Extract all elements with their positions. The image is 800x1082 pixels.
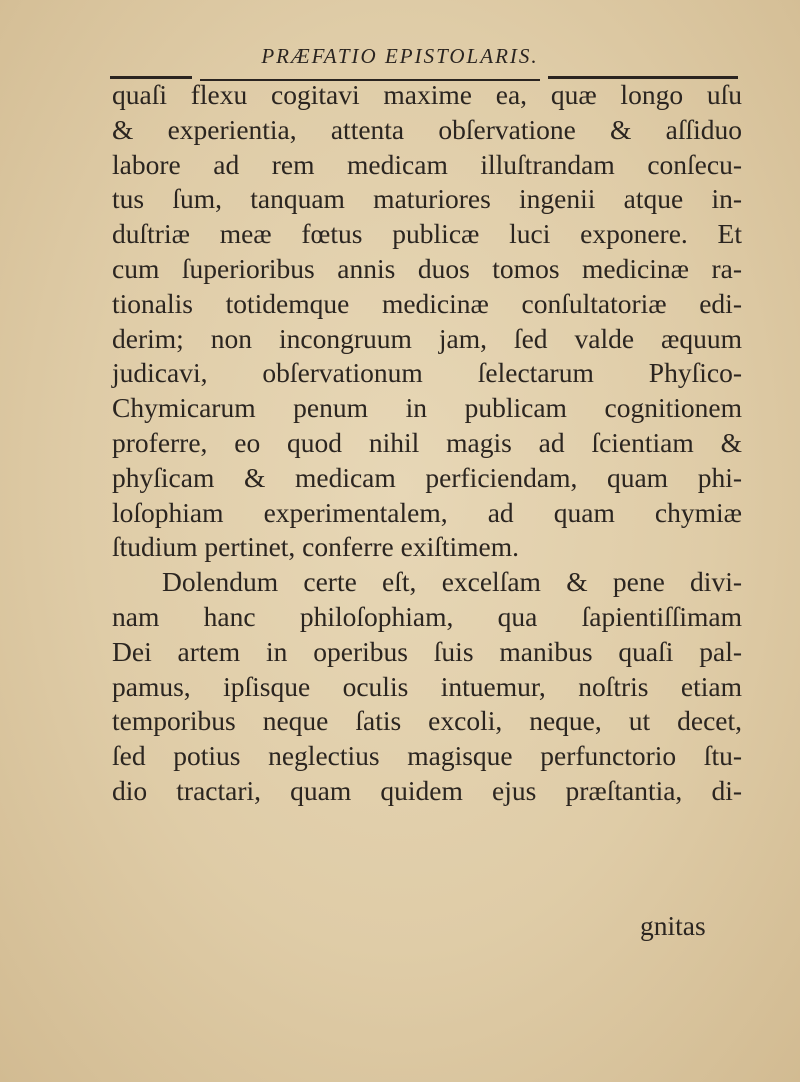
text-line: duſtriæ meæ fœtus publicæ luci exponere. Et xyxy=(112,218,742,250)
text-line: ſed potius neglectius magisque perfunctorio ſtu- xyxy=(112,740,742,772)
text-line: Dolendum certe eſt, excelſam & pene divi- xyxy=(162,566,742,598)
text-line: labore ad rem medicam illuſtrandam conſecu- xyxy=(112,148,742,180)
paragraph-1 xyxy=(112,78,742,565)
text-line: quaſi flexu cogitavi maxime ea, quæ longo uſu xyxy=(112,79,742,110)
text-line: & experientia, attenta obſervatione & aſſiduo xyxy=(112,113,742,145)
text-line: derim; non incongruum jam, ſed valde æquum xyxy=(112,322,742,354)
text-line: nam hanc philoſophiam, qua ſapientiſſimam xyxy=(112,600,742,632)
text-line: tionalis totidemque medicinæ conſultatoriæ edi- xyxy=(112,287,742,319)
text-line: proferre, eo quod nihil magis ad ſcientiam & xyxy=(112,426,742,458)
text-line: cum ſuperioribus annis duos tomos medicinæ ra- xyxy=(112,252,742,284)
text-line: loſophiam experimentalem, ad quam chymiæ xyxy=(112,496,742,528)
text-line: dio tractari, quam quidem ejus præſtantia, di- xyxy=(112,774,742,806)
text-line: Chymicarum penum in publicam cognitionem xyxy=(112,392,742,424)
text-line: judicavi, obſervationum ſelectarum Phyſico- xyxy=(112,357,742,389)
text-line: ſtudium pertinet, conferre exiſtimem. xyxy=(112,531,520,563)
running-head: PRÆFATIO EPISTOLARIS. xyxy=(261,44,539,68)
catchword: gnitas xyxy=(640,910,706,941)
text-line: tus ſum, tanquam maturiores ingenii atque in- xyxy=(112,183,742,215)
text-line: temporibus neque ſatis excoli, neque, ut decet, xyxy=(112,705,742,737)
paragraph-2 xyxy=(112,565,742,809)
text-line: Dei artem in operibus ſuis manibus quaſi pal- xyxy=(112,635,742,667)
body-text xyxy=(112,78,742,809)
text-line: phyſicam & medicam perficiendam, quam phi- xyxy=(112,461,742,493)
text-line: pamus, ipſisque oculis intuemur, noſtris etiam xyxy=(112,670,742,702)
